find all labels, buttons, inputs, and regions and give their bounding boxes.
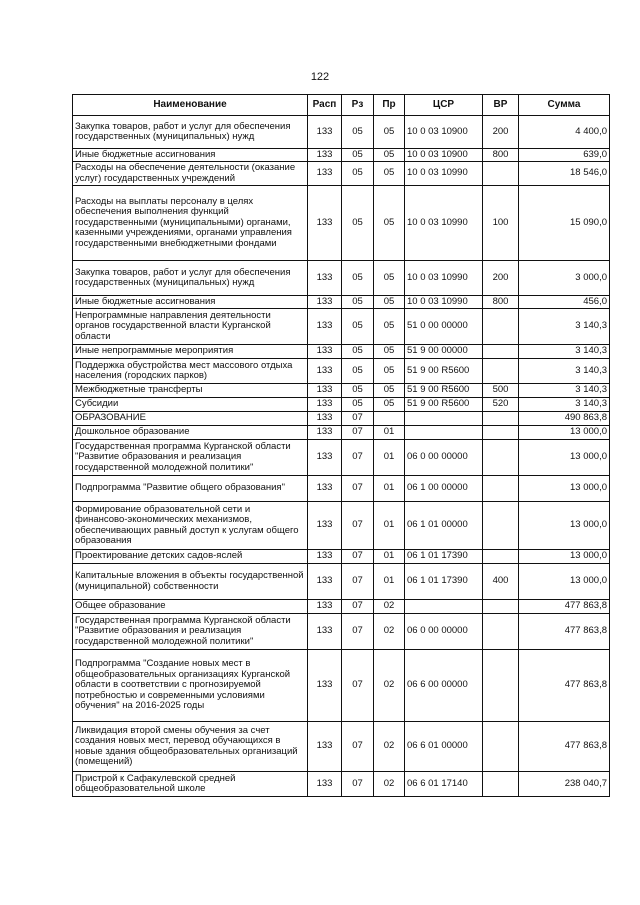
row-vr: 200 — [483, 261, 519, 296]
row-csr — [405, 600, 483, 614]
row-name: Государственная программа Курганской области "Развитие образования и реализация государственной молодежной политики" — [73, 614, 308, 650]
row-rz: 07 — [342, 600, 374, 614]
row-pr: 02 — [374, 600, 405, 614]
table-row — [73, 722, 610, 772]
row-vr — [483, 412, 519, 426]
row-rz: 05 — [342, 384, 374, 398]
table-row — [73, 550, 610, 564]
row-csr: 51 0 00 00000 — [405, 309, 483, 345]
row-rz: 07 — [342, 426, 374, 440]
row-pr: 02 — [374, 614, 405, 650]
row-sum: 13 000,0 — [519, 476, 610, 502]
row-rasp: 133 — [308, 502, 342, 550]
row-vr — [483, 614, 519, 650]
table-row — [73, 149, 610, 162]
row-rasp: 133 — [308, 722, 342, 772]
row-rasp: 133 — [308, 426, 342, 440]
row-csr: 51 9 00 R5600 — [405, 359, 483, 384]
row-pr: 01 — [374, 550, 405, 564]
table-row — [73, 186, 610, 261]
row-csr: 10 0 03 10900 — [405, 149, 483, 162]
header-csr: ЦСР — [405, 95, 483, 116]
row-sum: 3 140,3 — [519, 309, 610, 345]
row-csr: 10 0 03 10990 — [405, 186, 483, 261]
table-row — [73, 600, 610, 614]
row-name: ОБРАЗОВАНИЕ — [73, 412, 308, 426]
row-csr: 10 0 03 10990 — [405, 296, 483, 309]
row-vr: 200 — [483, 116, 519, 149]
row-pr: 05 — [374, 309, 405, 345]
row-vr: 800 — [483, 149, 519, 162]
row-rasp: 133 — [308, 186, 342, 261]
row-vr: 100 — [483, 186, 519, 261]
row-csr: 06 0 00 00000 — [405, 440, 483, 476]
row-rz: 07 — [342, 412, 374, 426]
row-pr: 01 — [374, 564, 405, 600]
row-csr: 10 0 03 10990 — [405, 162, 483, 186]
row-rz: 07 — [342, 650, 374, 722]
table-row — [73, 345, 610, 359]
row-csr: 51 9 00 00000 — [405, 345, 483, 359]
row-vr: 500 — [483, 384, 519, 398]
row-name: Капитальные вложения в объекты государственной (муниципальной) собственности — [73, 564, 308, 600]
row-rasp: 133 — [308, 345, 342, 359]
row-rasp: 133 — [308, 600, 342, 614]
row-rz: 07 — [342, 564, 374, 600]
row-rasp: 133 — [308, 614, 342, 650]
row-rz: 07 — [342, 440, 374, 476]
header-rz: Рз — [342, 95, 374, 116]
row-sum: 13 000,0 — [519, 564, 610, 600]
row-csr: 06 6 01 00000 — [405, 722, 483, 772]
row-sum: 15 090,0 — [519, 186, 610, 261]
row-pr: 01 — [374, 476, 405, 502]
row-pr: 02 — [374, 650, 405, 722]
table-row — [73, 650, 610, 722]
row-name: Иные бюджетные ассигнования — [73, 296, 308, 309]
row-csr — [405, 412, 483, 426]
row-vr — [483, 440, 519, 476]
row-sum: 13 000,0 — [519, 426, 610, 440]
row-csr: 06 1 01 00000 — [405, 502, 483, 550]
row-pr: 05 — [374, 261, 405, 296]
budget-table — [72, 94, 610, 797]
row-vr — [483, 502, 519, 550]
row-name: Иные бюджетные ассигнования — [73, 149, 308, 162]
row-pr — [374, 412, 405, 426]
row-sum: 490 863,8 — [519, 412, 610, 426]
row-name: Подпрограмма "Создание новых мест в общеобразовательных организациях Курганской области в соответствии с прогнозируемой потребностью и современными условиями обучения" на 2016-2025 годы — [73, 650, 308, 722]
row-vr — [483, 600, 519, 614]
row-rz: 05 — [342, 309, 374, 345]
row-name: Расходы на обеспечение деятельности (оказание услуг) государственных учреждений — [73, 162, 308, 186]
row-vr — [483, 162, 519, 186]
row-rasp: 133 — [308, 359, 342, 384]
row-vr — [483, 476, 519, 502]
table-row — [73, 116, 610, 149]
row-pr: 05 — [374, 398, 405, 412]
row-name: Проектирование детских садов-яслей — [73, 550, 308, 564]
table-row — [73, 359, 610, 384]
row-rz: 05 — [342, 359, 374, 384]
row-pr: 05 — [374, 162, 405, 186]
page-number: 122 — [310, 71, 330, 83]
row-name: Формирование образовательной сети и финансово-экономических механизмов, обеспечивающих равный доступ к услугам общего образования — [73, 502, 308, 550]
row-rasp: 133 — [308, 398, 342, 412]
header-pr: Пр — [374, 95, 405, 116]
row-sum: 477 863,8 — [519, 722, 610, 772]
row-rasp: 133 — [308, 650, 342, 722]
row-sum: 477 863,8 — [519, 650, 610, 722]
row-csr: 51 9 00 R5600 — [405, 384, 483, 398]
row-csr: 06 6 01 17140 — [405, 772, 483, 797]
row-vr — [483, 309, 519, 345]
row-csr: 06 6 00 00000 — [405, 650, 483, 722]
row-rz: 07 — [342, 772, 374, 797]
row-sum: 477 863,8 — [519, 600, 610, 614]
row-csr: 06 1 01 17390 — [405, 550, 483, 564]
row-vr — [483, 359, 519, 384]
row-name: Иные непрограммные мероприятия — [73, 345, 308, 359]
row-csr: 06 1 00 00000 — [405, 476, 483, 502]
row-rz: 07 — [342, 722, 374, 772]
row-vr — [483, 722, 519, 772]
row-pr: 05 — [374, 384, 405, 398]
row-rasp: 133 — [308, 476, 342, 502]
row-sum: 13 000,0 — [519, 440, 610, 476]
row-sum: 13 000,0 — [519, 502, 610, 550]
row-vr — [483, 345, 519, 359]
row-vr — [483, 550, 519, 564]
row-pr: 05 — [374, 186, 405, 261]
row-name: Закупка товаров, работ и услуг для обеспечения государственных (муниципальных) нужд — [73, 261, 308, 296]
table-row — [73, 440, 610, 476]
table-row — [73, 412, 610, 426]
row-name: Закупка товаров, работ и услуг для обеспечения государственных (муниципальных) нужд — [73, 116, 308, 149]
row-rz: 07 — [342, 502, 374, 550]
row-pr: 05 — [374, 345, 405, 359]
table-row — [73, 162, 610, 186]
row-name: Общее образование — [73, 600, 308, 614]
row-name: Межбюджетные трансферты — [73, 384, 308, 398]
row-name: Пристрой к Сафакулевской средней общеобразовательной школе — [73, 772, 308, 797]
table-row — [73, 398, 610, 412]
row-rasp: 133 — [308, 564, 342, 600]
row-name: Непрограммные направления деятельности органов государственной власти Курганской области — [73, 309, 308, 345]
row-pr: 05 — [374, 296, 405, 309]
row-csr: 06 0 00 00000 — [405, 614, 483, 650]
row-vr: 520 — [483, 398, 519, 412]
row-rz: 05 — [342, 149, 374, 162]
row-csr: 10 0 03 10900 — [405, 116, 483, 149]
row-pr: 02 — [374, 722, 405, 772]
row-csr — [405, 426, 483, 440]
table-row — [73, 309, 610, 345]
table-row — [73, 384, 610, 398]
row-rasp: 133 — [308, 384, 342, 398]
row-rasp: 133 — [308, 772, 342, 797]
row-rasp: 133 — [308, 296, 342, 309]
row-name: Поддержка обустройства мест массового отдыха населения (городских парков) — [73, 359, 308, 384]
row-rz: 05 — [342, 398, 374, 412]
row-sum: 3 140,3 — [519, 359, 610, 384]
row-pr: 01 — [374, 502, 405, 550]
row-name: Подпрограмма "Развитие общего образования" — [73, 476, 308, 502]
row-pr: 01 — [374, 426, 405, 440]
row-rasp: 133 — [308, 116, 342, 149]
header-vr: ВР — [483, 95, 519, 116]
row-rz: 07 — [342, 550, 374, 564]
row-vr — [483, 426, 519, 440]
header-rasp: Расп — [308, 95, 342, 116]
row-rz: 05 — [342, 186, 374, 261]
row-sum: 238 040,7 — [519, 772, 610, 797]
row-sum: 477 863,8 — [519, 614, 610, 650]
row-rz: 05 — [342, 296, 374, 309]
row-vr: 800 — [483, 296, 519, 309]
row-rz: 07 — [342, 614, 374, 650]
row-pr: 05 — [374, 149, 405, 162]
row-vr — [483, 772, 519, 797]
header-name: Наименование — [73, 95, 308, 116]
row-name: Государственная программа Курганской области "Развитие образования и реализация государственной молодежной политики" — [73, 440, 308, 476]
row-rz: 05 — [342, 116, 374, 149]
row-rz: 07 — [342, 476, 374, 502]
table-row — [73, 564, 610, 600]
row-sum: 3 140,3 — [519, 345, 610, 359]
row-vr: 400 — [483, 564, 519, 600]
header-sum: Сумма — [519, 95, 610, 116]
row-rasp: 133 — [308, 261, 342, 296]
row-sum: 18 546,0 — [519, 162, 610, 186]
row-sum: 3 140,3 — [519, 398, 610, 412]
row-rz: 05 — [342, 261, 374, 296]
table-row — [73, 426, 610, 440]
row-rasp: 133 — [308, 440, 342, 476]
row-rz: 05 — [342, 162, 374, 186]
row-csr: 51 9 00 R5600 — [405, 398, 483, 412]
row-rz: 05 — [342, 345, 374, 359]
row-name: Субсидии — [73, 398, 308, 412]
table-row — [73, 261, 610, 296]
table-row — [73, 614, 610, 650]
row-sum: 3 000,0 — [519, 261, 610, 296]
row-pr: 02 — [374, 772, 405, 797]
row-vr — [483, 650, 519, 722]
row-rasp: 133 — [308, 149, 342, 162]
table-header-row — [73, 95, 610, 116]
row-rasp: 133 — [308, 550, 342, 564]
table-row — [73, 296, 610, 309]
row-sum: 13 000,0 — [519, 550, 610, 564]
row-sum: 4 400,0 — [519, 116, 610, 149]
row-rasp: 133 — [308, 412, 342, 426]
row-name: Расходы на выплаты персоналу в целях обеспечения выполнения функций государственными (муниципальными) органами, казенными учреждениями, органами управления государственными внебюджетными фондами — [73, 186, 308, 261]
table-row — [73, 502, 610, 550]
row-name: Ликвидация второй смены обучения за счет создания новых мест, перевод обучающихся в новые здания общеобразовательных организаций (помещений) — [73, 722, 308, 772]
row-sum: 456,0 — [519, 296, 610, 309]
row-sum: 3 140,3 — [519, 384, 610, 398]
row-csr: 06 1 01 17390 — [405, 564, 483, 600]
row-pr: 05 — [374, 359, 405, 384]
row-pr: 01 — [374, 440, 405, 476]
row-pr: 05 — [374, 116, 405, 149]
row-sum: 639,0 — [519, 149, 610, 162]
row-name: Дошкольное образование — [73, 426, 308, 440]
table-row — [73, 476, 610, 502]
row-csr: 10 0 03 10990 — [405, 261, 483, 296]
table-row — [73, 772, 610, 797]
row-rasp: 133 — [308, 162, 342, 186]
row-rasp: 133 — [308, 309, 342, 345]
